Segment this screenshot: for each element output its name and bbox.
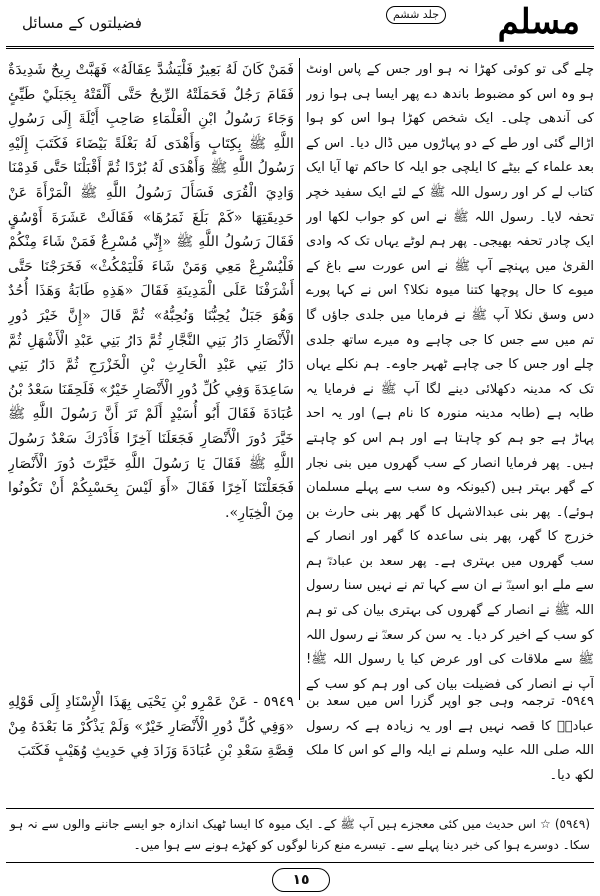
urdu-translation-column [306,58,594,698]
arabic-paragraph: فَمَنْ كَانَ لَهُ بَعِيرٌ فَلْيَشُدَّ عِقَالَهُ» فَهَبَّتْ رِيحٌ شَدِيدَةٌ فَقَامَ رَجُلٌ فَحَمَلَتْهُ الرِّيحُ حَتَّى أَلْقَتْهُ بِجَبَلَيْ طَيِّئٍ وَجَاءَ رَسُولُ ابْنِ الْعَلْمَاءِ صَاحِبِ أَيْلَةَ إِلَى رَسُولِ اللَّهِ ﷺ بِكِتَابٍ وَأَهْدَى لَهُ بَغْلَةً بَيْضَاءَ فَكَتَبَ إِلَيْهِ رَسُولُ اللَّهِ ﷺ وَأَهْدَى لَهُ بُرْدًا ثُمَّ أَقْبَلْنَا حَتَّى قَدِمْنَا وَادِيَ الْقُرَى فَسَأَلَ رَسُولُ اللَّهِ ﷺ الْمَرْأَةَ عَنْ حَدِيقَتِهَا «كَمْ بَلَغَ ثَمَرُهَا» فَقَالَتْ عَشَرَةَ أَوْسُقٍ فَقَالَ رَسُولُ اللَّهِ ﷺ «إِنِّي مُسْرِعٌ فَمَنْ شَاءَ مِنْكُمْ فَلْيُسْرِعْ مَعِي وَمَنْ شَاءَ فَلْيَمْكُثْ» فَخَرَجْنَا حَتَّى أَشْرَفْنَا عَلَى الْمَدِينَةِ فَقَالَ «هَذِهِ طَابَةُ وَهَذَا أُحُدٌ وَهُوَ جَبَلٌ يُحِبُّنَا وَنُحِبُّهُ» ثُمَّ قَالَ «إِنَّ خَيْرَ دُورِ الْأَنْصَارِ دَارُ بَنِي النَّجَّارِ ثُمَّ دَارُ بَنِي عَبْدِ الْأَشْهَلِ ثُمَّ دَارُ بَنِي عَبْدِ الْحَارِثِ بْنِ الْخَزْرَجِ ثُمَّ دَارُ بَنِي سَاعِدَةَ وَفِي كُلِّ دُورِ الْأَنْصَارِ خَيْرٌ» فَلَحِقَنَا سَعْدُ بْنُ عُبَادَةَ فَقَالَ أَبُو أُسَيْدٍ أَلَمْ تَرَ أَنَّ رَسُولَ اللَّهِ ﷺ خَيَّرَ دُورَ الْأَنْصَارِ فَجَعَلَنَا آخِرًا فَأَدْرَكَ سَعْدٌ رَسُولَ اللَّهِ ﷺ فَقَالَ يَا رَسُولَ اللَّهِ خَيَّرْتَ دُورَ الْأَنْصَارِ فَجَعَلْتَنَا آخِرًا فَقَالَ «أَوَ لَيْسَ بِحَسْبِكُمْ أَنْ تَكُونُوا مِنَ الْخِيَارِ». [8,62,294,521]
urdu-paragraph: چلے گی تو کوئی کھڑا نہ ہو اور جس کے پاس اونٹ ہو وہ اس کو مضبوط باندھ دے پھر ایسا ہی ہوا زور کی آندھی چلی۔ ایک شخص کھڑا ہوا اس کو ہوا اڑالے گئی اور طے کے دو پہاڑوں میں ڈال دیا۔ اس کے بعد علماء کے بیٹے کا ایلچی جو ایلہ کا حاکم تھا آیا ایک کتاب لے کر اور رسول اللہ ﷺ کے لئے ایک سفید خچر تحفہ لایا۔ رسول اللہ ﷺ نے اس کو جواب لکھا اور ایک چادر تحفہ بھیجی۔ پھر ہم لوٹے یہاں تک کہ وادی القریٰ میں پہنچے آپ ﷺ نے اس عورت سے باغ کے میوے کا حال پوچھا کتنا میوہ نکلا؟ اس نے کہا پورے دس وسق نکلا آپ ﷺ نے فرمایا میں جلدی جاؤں گا تم میں سے جس کا جی چاہے وہ میرے ساتھ جلدی چلے اور جس کا جی چاہے ٹھہر جاوے۔ ہم نکلے یہاں تک کہ مدینہ دکھلائی دینے لگا آپ ﷺ نے فرمایا یہ طابہ ہے (طابہ مدینہ منورہ کا نام ہے) اور یہ احد پہاڑ ہے جو ہم کو چاہتا ہے اور ہم اس کو چاہتے ہیں۔ پھر فرمایا انصار کے سب گھروں میں بنی نجار کے گھر بہتر ہیں (کیونکہ وہ سب سے پہلے مسلمان ہوئے)۔ پھر بنی عبدالاشہل کا گھر پھر بنی حارث بن خزرج کا گھر، پھر بنی ساعدہ کا گھر اور انصار کے سب گھروں میں بہتری ہے۔ پھر سعد بن عبادہؓ ہم سے ملے ابو اسیدؓ نے ان سے کہا تم نے نہیں سنا رسول اللہ ﷺ نے انصار کے گھروں کی بہتری بیان کی تو ہم کو سب کے اخیر کر دیا۔ یہ سن کر سعدؓ نے رسول اللہ ﷺ سے ملاقات کی اور عرض کیا یا رسول اللہ ﷺ! آپ نے انصار کی فضیلت بیان کی اور ہم کو سب کے [306,62,594,692]
arabic-hadith-column [8,58,294,698]
footnote-rule [6,808,594,809]
arabic-paragraph-5949: ٥٩٤٩ - عَنْ عَمْرِو بْنِ يَحْيَى بِهَذَا الْإِسْنَادِ إِلَى قَوْلِهِ «وَفِي كُلِّ دُورِ الْأَنْصَارِ خَيْرٌ» وَلَمْ يَذْكُرْ مَا بَعْدَهُ مِنْ قِصَّةِ سَعْدِ بْنِ عُبَادَةَ وَزَادَ فِي حَدِيثِ وُهَيْبٍ فَكَتَبَ [8,694,294,760]
column-divider [299,58,300,700]
page-header [6,2,594,46]
urdu-translation-5949 [306,690,594,788]
chapter-subtitle: فضیلتوں کے مسائل [22,14,142,32]
volume-badge: جلد ششم [386,6,446,24]
header-rule [6,46,594,49]
urdu-paragraph-5949: ٥٩٤٩- ترجمہ وہی جو اوپر گزرا اس میں سعد بن عبادہؓ کا قصہ نہیں ہے اور یہ زیادہ ہے کہ رسول اللہ صلی اللہ علیہ وسلم نے ایلہ والے کو اس کا ملک لکھ دیا۔ [306,694,594,783]
footnote: (٥٩٤٩) ☆ اس حدیث میں کئی معجزے ہیں آپ ﷺ کے۔ ایک میوہ کا ایسا ٹھیک اندازہ جو ایسے جاننے والوں سے نہ ہو سکا۔ دوسرے ہوا کی خبر دینا پہلے سے۔ تیسرے منع کرنا لوگوں کو کھڑے ہونے سے ہوا میں۔ [10,817,590,852]
bottom-rule [6,862,594,863]
page-number: ١٥ [272,868,330,892]
book-title: مسلم [497,2,580,42]
arabic-hadith-5949 [8,690,294,764]
